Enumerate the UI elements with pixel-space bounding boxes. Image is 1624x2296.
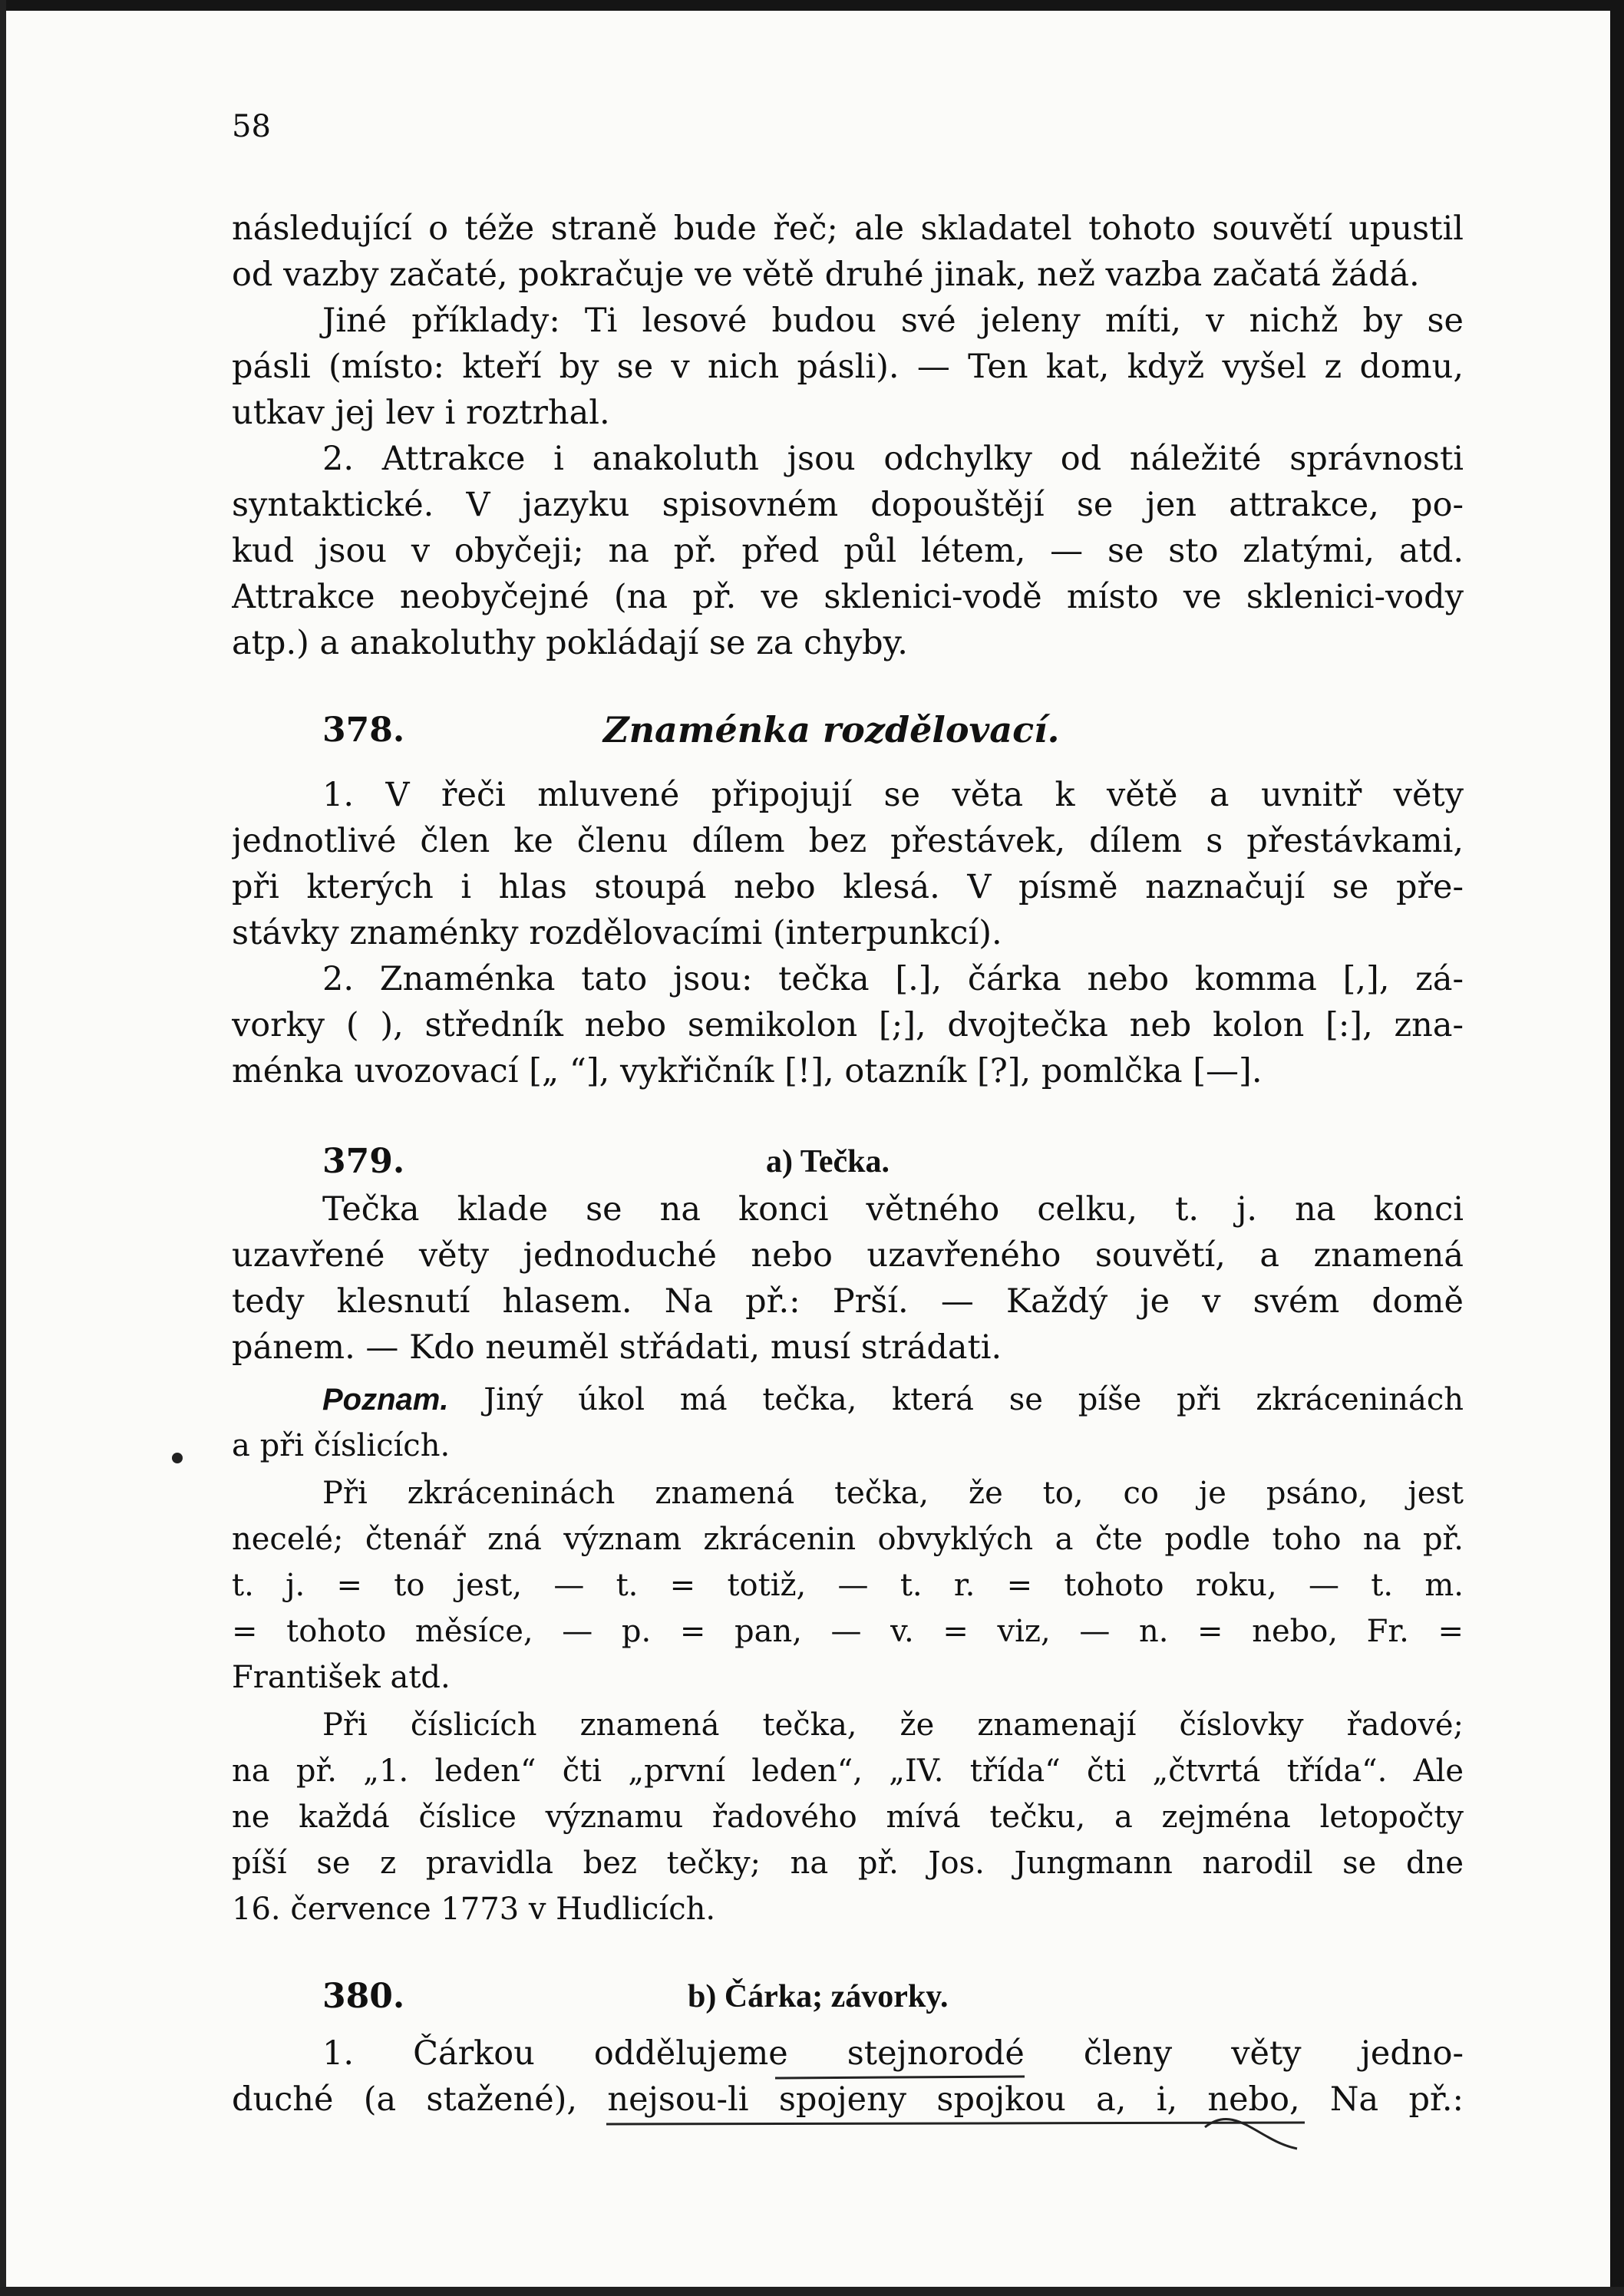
text-line: pánem. — Kdo neuměl střádati, musí strádati.	[232, 1328, 1002, 1367]
text-line: jednotlivé člen ke členu dílem bez přestávek, dílem s přestávkami,	[232, 822, 1464, 860]
text-line: kud jsou v obyčeji; na př. před půl létem, — se sto zlatými, atd.	[232, 532, 1464, 570]
text-line: Při číslicích znamená tečka, že znamenají číslovky řadové;	[322, 1707, 1464, 1743]
text-line: Attrakce neobyčejné (na př. ve sklenici-vodě místo ve sklenici-vody	[232, 578, 1464, 616]
text-line: 1. Čárkou oddělujeme stejnorodé členy věty jedno-	[322, 2034, 1464, 2073]
text-line: atp.) a anakoluthy pokládají se za chyby.	[232, 624, 908, 662]
text-line: ne každá číslice významu řadového mívá tečku, a zejména letopočty	[232, 1800, 1464, 1835]
text-line: Jiné příklady: Ti lesové budou své jeleny míti, v nichž by se	[322, 302, 1464, 340]
text-line: a při číslicích.	[232, 1428, 451, 1463]
page-number: 58	[232, 109, 271, 144]
text-line: = tohoto měsíce, — p. = pan, — v. = viz, — n. = nebo, Fr. =	[232, 1614, 1464, 1649]
text-line: syntaktické. V jazyku spisovném dopouštějí se jen attrakce, po-	[232, 486, 1464, 524]
section-number: 379.	[322, 1142, 405, 1181]
text-line: 2. Znaménka tato jsou: tečka [.], čárka nebo komma [,], zá-	[322, 960, 1464, 998]
text-line: píší se z pravidla bez tečky; na př. Jos. Jungmann narodil se dne	[232, 1846, 1464, 1881]
text-line: 2. Attrakce i anakoluth jsou odchylky od náležité správnosti	[322, 440, 1464, 478]
text-line: od vazby začaté, pokračuje ve větě druhé jinak, než vazba začatá žádá.	[232, 256, 1420, 294]
text-line: 16. července 1773 v Hudlicích.	[232, 1892, 716, 1927]
text-line: Tečka klade se na konci větného celku, t. j. na konci	[322, 1190, 1464, 1229]
section-title: Znaménka rozdělovací.	[603, 709, 1060, 750]
section-number: 378.	[322, 711, 405, 750]
text-line: utkav jej lev i roztrhal.	[232, 394, 610, 432]
text-line: stávky znaménky rozdělovacími (interpunkcí).	[232, 914, 1002, 952]
text-line: duché (a stažené), nejsou-li spojeny spojkou a, i, nebo, Na př.:	[232, 2080, 1464, 2119]
text-line: pásli (místo: kteří by se v nich pásli). — Ten kat, když vyšel z domu,	[232, 348, 1464, 386]
text-line: vorky ( ), středník nebo semikolon [;], dvojtečka neb kolon [:], zna-	[232, 1006, 1464, 1044]
text-line: na př. „1. leden“ čti „první leden“, „IV. třída“ čti „čtvrtá třída“. Ale	[232, 1753, 1464, 1789]
text-line: František atd.	[232, 1660, 451, 1695]
text-line: t. j. = to jest, — t. = totiž, — t. r. = tohoto roku, — t. m.	[232, 1568, 1464, 1603]
text-line: Při zkráceninách znamená tečka, že to, co je psáno, jest	[322, 1476, 1464, 1511]
section-title: b) Čárka; závorky.	[688, 1979, 949, 2014]
section-title: a) Tečka.	[766, 1144, 890, 1179]
text-line: ménka uvozovací [„ “], vykřičník [!], otazník [?], pomlčka [—].	[232, 1052, 1263, 1090]
text-line: necelé; čtenář zná význam zkrácenin obvyklých a čte podle toho na př.	[232, 1522, 1464, 1557]
text-line: následující o téže straně bude řeč; ale skladatel tohoto souvětí upustil	[232, 209, 1464, 248]
note-label: Poznam.	[322, 1383, 449, 1417]
section-number: 380.	[322, 1977, 405, 2016]
text-line: při kterých i hlas stoupá nebo klesá. V písmě naznačují se pře-	[232, 868, 1464, 906]
text-line: uzavřené věty jednoduché nebo uzavřeného souvětí, a znamená	[232, 1236, 1464, 1275]
text-line: tedy klesnutí hlasem. Na př.: Prší. — Každý je v svém domě	[232, 1282, 1464, 1321]
text-line: Jiný úkol má tečka, která se píše při zkráceninách	[484, 1382, 1464, 1417]
text-line: 1. V řeči mluvené připojují se věta k větě a uvnitř věty	[322, 776, 1464, 814]
